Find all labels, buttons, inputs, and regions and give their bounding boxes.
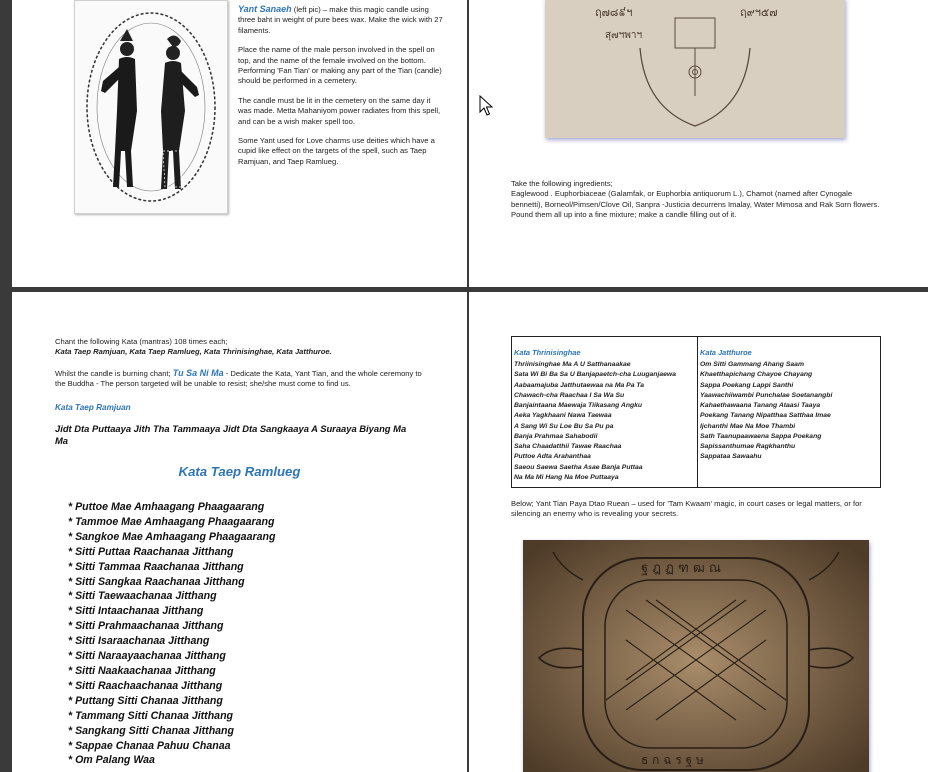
chant-intro: Chant the following Kata (mantras) 108 times each; [55,337,228,346]
list-item: * Sappae Chanaa Pahuu Chanaa [68,739,231,752]
table-row: Kahaethawaana Tanang Ataasi Taaya [700,402,821,409]
ingredients-intro: Take the following ingredients; [511,179,613,188]
svg-text:ฤ๗๘៩ฯ: ฤ๗๘៩ฯ [595,6,633,19]
list-item: * Sitti Tammaa Raachanaa Jitthang [68,560,244,573]
table-row: Sappataa Sawaahu [700,453,762,461]
kata-jatthuroe-column [698,337,880,487]
list-item: * Tammoe Mae Amhaagang Phaagaarang [68,515,275,528]
svg-text:สุ๗ฯพาฯ: สุ๗ฯพาฯ [605,30,643,41]
kata-taep-ramlueg-heading: Kata Taep Ramlueg [178,464,301,479]
table-row: Sappa Poekang Lappi Santhi [700,381,794,389]
kata-list: Kata Taep Ramjuan, Kata Taep Ramlueg, Kata Thrinisinghae, Kata Jatthuroe. [55,347,332,357]
table-row: Ijchanthi Mae Na Moe Thambi [700,422,796,430]
svg-text:ฐ ฎ ฏ ฑ ฒ ณ: ฐ ฎ ฏ ฑ ฒ ณ [641,561,721,576]
list-item: * Sitti Raachaachanaa Jitthang [68,679,223,692]
table-row: Saeou Saewa Saetha Asae Banja Puttaa [514,463,643,471]
tu-sa-ni-ma: Tu Sa Ni Ma [172,367,224,378]
svg-text:ฤ๙ฯ๕๗: ฤ๙ฯ๕๗ [740,6,778,19]
whilst-pre: Whilst the candle is burning chant; [55,368,173,378]
list-item: * Sitti Puttaa Raachanaa Jitthang [68,545,234,558]
table-row: Om Sitti Gammang Ahang Saam [700,361,804,368]
kata-taep-ramjuan-heading: Kata Taep Ramjuan [55,402,131,412]
yant-sanaeh-name: Yant Sanaeh [238,4,292,14]
list-item: * Sitti Sangkaa Raachanaa Jitthang [68,575,245,588]
table-row: Aeka Yagkhaani Nawa Taewaa [514,412,612,420]
ingredients-list: Eaglewood . Euphorbiaceae (Galamfak, or Euphorbia antiquorum L.), Chamot (named after Cynogale bennetti), Borneol/Pimsen/Clove Oil, Sanpra -Justicia decurrens Imalay, Water Mimosa and Rak Sorn flowers. [511,189,880,209]
list-item: * Tammang Sitti Chanaa Jitthang [68,709,234,722]
list-item: * Sangkang Sitti Chanaa Jitthang [68,724,234,737]
ramlueg-chant-list [68,500,275,768]
list-item: * Puttoe Mae Amhaagang Phaagaarang [68,501,265,513]
mouse-cursor-icon [479,95,493,117]
table-row: Aabaamajuba Jatthutaewaa na Ma Pa Ta [514,381,645,389]
love-charms-paragraph: Some Yant used for Love charms use deities which have a cupid like effect on the targets of the spell, such as Taep Ramjuan, and Taep Ramlueg. [238,136,435,166]
yant-tian-description: Below; Yant Tian Paya Dtao Ruean – used for 'Tam Kwaam' magic, in court cases or legal matters, or for silencing an enemy who is revealing your secrets. [511,499,862,519]
document-page-3 [12,292,467,772]
table-row: Thriinisinghae Ma A U Satthanaakae [514,361,631,368]
list-item: * Sangkoe Mae Amhaagang Phaagaarang [68,530,276,543]
list-item: * Sitti Intaachanaa Jitthang [68,605,204,618]
kata-thrinisinghae-heading: Kata Thrinisinghae [514,348,581,357]
document-page-2 [469,0,928,287]
table-row: A Sang Wi Su Loe Bu Sa Pu pa [514,422,614,430]
ingredients-text [511,179,881,221]
list-item: * Sitti Prahmaachanaa Jitthang [68,620,224,633]
table-row: Banjaintaana Maewaja Tiikasang Angku [514,402,643,409]
kata-jatthuroe-heading: Kata Jatthuroe [700,348,752,357]
list-item: * Om Palang Waa [68,754,155,767]
document-page-4 [469,292,928,772]
list-item: * Sitti Naraayaachanaa Jitthang [68,650,226,663]
yant-tian-paya-dtao-ruean-image [523,540,869,772]
table-row: Na Ma Mi Hang Na Moe Puttaaya [514,473,619,481]
list-item: * Sitti Isaraachanaa Jitthang [68,635,210,648]
table-row: Khaetthapichang Chayoe Chayang [700,371,813,379]
list-item: * Sitti Taewaachanaa Jitthang [68,590,217,603]
list-item: * Puttang Sitti Chanaa Jitthang [68,694,223,707]
table-row: Poekang Tanang Nipatthaa Satthaa Imae [700,412,831,420]
ramjuan-chant: Jidt Dta Puttaaya Jith Tha Tammaaya Jidt Dta Sangkaaya A Suraaya Biyang Ma Ma [55,423,407,447]
kata-thrinisinghae-column [512,337,698,487]
table-row: Sapissanthumae Ragkhanthu [700,443,796,450]
table-row: Banja Prahmaa Sahabodii [514,432,598,440]
list-item: * Sitti Naakaachanaa Jitthang [68,664,216,677]
table-row: Saha Chaadatthii Tawae Raachaa [514,443,622,450]
table-row: Chawach-cha Raachaa I Sa Wa Su [514,391,625,399]
table-row: Sata Wi Bi Ba Sa U Banjapaetch-cha Luuganjaewa [514,371,676,379]
yant-sanaeh-description [238,4,444,176]
whilst-post: - Dedicate the Kata, Yant Tian, and the whole ceremony to the Buddha - The person targeted will be unable to resist; she/she must come to find us. [55,368,422,389]
table-row: Puttoe Adta Arahanthaa [514,453,591,461]
kata-table [511,336,881,488]
svg-text:ธ ก ฉ ร ฐ ษ: ธ ก ฉ ร ฐ ษ [641,753,704,767]
table-row: Yaawachiiwambi Punchalae Soetanangbi [700,391,833,399]
document-page-1 [12,0,467,287]
whilst-paragraph [55,368,425,390]
kata-instructions [55,337,425,447]
yant-sanaeh-text: (left pic) – make this magic candle using three baht in weight of pure bees wax. Make the wick with 27 filaments. [238,5,443,35]
cemetery-paragraph: The candle must be lit in the cemetery on the same day it was made. Metta Mahaniyom power radiates from this spell, and can be a wish maker spell too. [238,95,441,126]
yant-diagram-image [545,0,845,138]
names-paragraph: Place the name of the male person involved in the spell on top, and the name of the female involved on the bottom. Performing 'Fan Tian' or making any part of the Tian (candle) should be performed in a cemetery. [238,45,442,86]
table-row: Sath Taanupaawaena Sappa Poekang [700,432,822,440]
yant-sanaeh-image [74,0,228,214]
ingredients-instructions: Pound them all up into a fine mixture; make a candle filling out of it. [511,210,737,220]
